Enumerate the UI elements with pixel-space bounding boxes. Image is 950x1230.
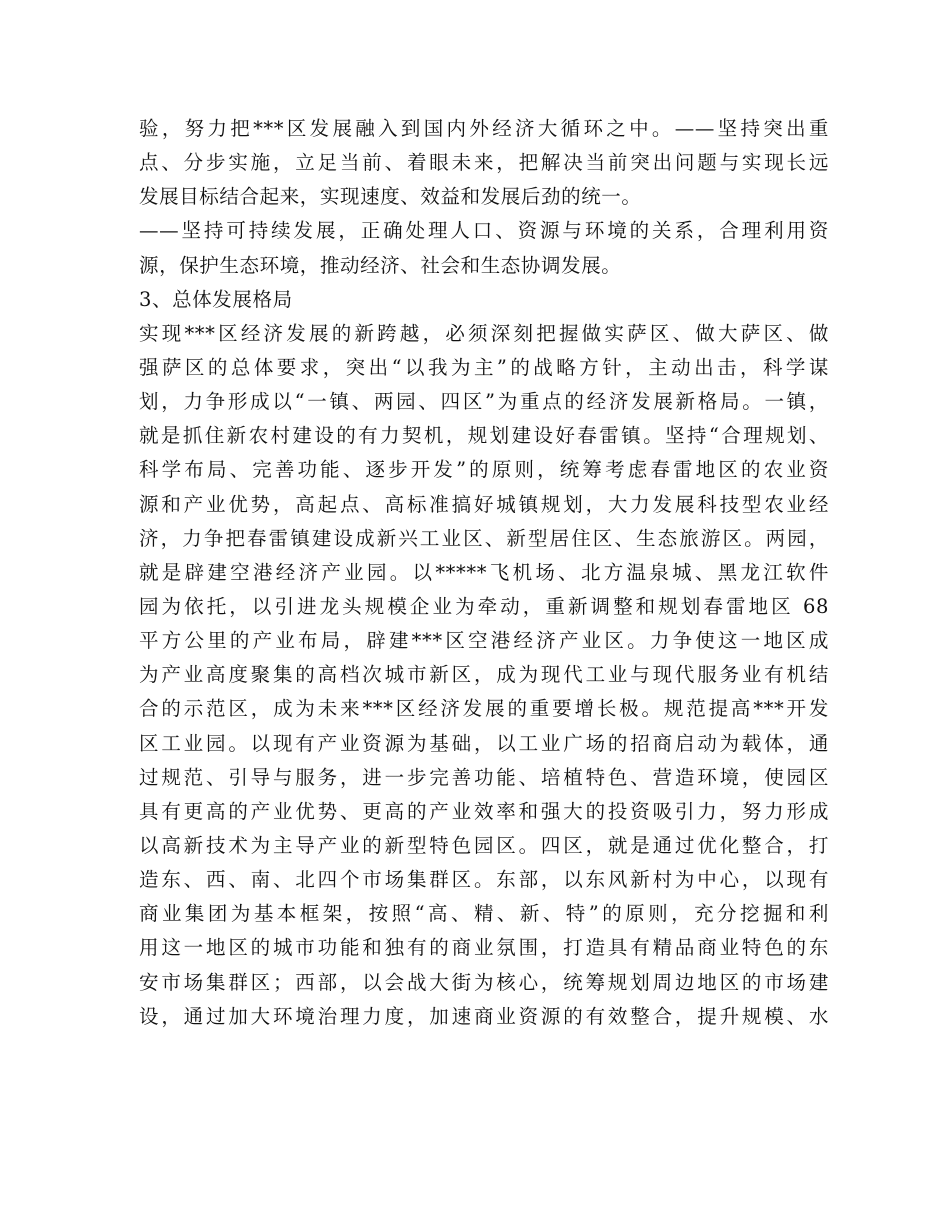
text-line: 过规范、引导与服务，进一步完善功能、培植特色、营造环境，使园区 xyxy=(139,765,829,789)
text-line: 强萨区的总体要求，突出“以我为主”的战略方针，主动出击，科学谋 xyxy=(139,355,829,379)
text-line: 划，力争形成以“一镇、两园、四区”为重点的经济发展新格局。一镇， xyxy=(139,390,829,414)
text-line: 区工业园。以现有产业资源为基础，以工业广场的招商启动为载体，通 xyxy=(139,731,829,755)
text-line: 设，通过加大环境治理力度，加速商业资源的有效整合，提升规模、水 xyxy=(139,1004,829,1028)
text-line: 以高新技术为主导产业的新型特色园区。四区，就是通过优化整合，打 xyxy=(139,833,829,857)
text-line: 实现***区经济发展的新跨越，必须深刻把握做实萨区、做大萨区、做 xyxy=(139,321,829,345)
text-line: 平方公里的产业布局，辟建***区空港经济产业区。力争使这一地区成 xyxy=(139,629,829,653)
text-line: 造东、西、南、北四个市场集群区。东部，以东风新村为中心，以现有 xyxy=(139,868,829,892)
text-line: 点、分步实施，立足当前、着眼未来，把解决当前突出问题与实现长远 xyxy=(139,151,829,175)
text-line: 科学布局、完善功能、逐步开发”的原则，统筹考虑春雷地区的农业资 xyxy=(139,458,829,482)
text-line: 合的示范区，成为未来***区经济发展的重要增长极。规范提高***开发 xyxy=(139,697,829,721)
text-line: 安市场集群区；西部，以会战大街为核心，统筹规划周边地区的市场建 xyxy=(139,970,829,994)
text-line: 3、总体发展格局 xyxy=(139,287,293,311)
text-line: 用这一地区的城市功能和独有的商业氛围，打造具有精品商业特色的东 xyxy=(139,936,829,960)
text-line: 园为依托，以引进龙头规模企业为牵动，重新调整和规划春雷地区 68 xyxy=(139,594,829,618)
text-line: 就是抓住新农村建设的有力契机，规划建设好春雷镇。坚持“合理规划、 xyxy=(139,424,829,448)
text-line: 具有更高的产业优势、更高的产业效率和强大的投资吸引力，努力形成 xyxy=(139,799,829,823)
text-line: 源和产业优势，高起点、高标准搞好城镇规划，大力发展科技型农业经 xyxy=(139,492,829,516)
text-line: 源，保护生态环境，推动经济、社会和生态协调发展。 xyxy=(139,253,622,277)
body-text xyxy=(139,112,829,1034)
text-line: 济，力争把春雷镇建设成新兴工业区、新型居住区、生态旅游区。两园， xyxy=(139,526,829,550)
text-line: 验，努力把***区发展融入到国内外经济大循环之中。——坚持突出重 xyxy=(139,117,829,140)
text-line: 发展目标结合起来，实现速度、效益和发展后劲的统一。 xyxy=(139,185,642,209)
text-line: ——坚持可持续发展，正确处理人口、资源与环境的关系，合理利用资 xyxy=(139,219,829,243)
text-line: 为产业高度聚集的高档次城市新区，成为现代工业与现代服务业有机结 xyxy=(139,663,829,687)
text-line: 就是辟建空港经济产业园。以*****飞机场、北方温泉城、黑龙江软件 xyxy=(139,560,829,584)
text-line: 商业集团为基本框架，按照“高、精、新、特”的原则，充分挖掘和利 xyxy=(139,902,829,926)
